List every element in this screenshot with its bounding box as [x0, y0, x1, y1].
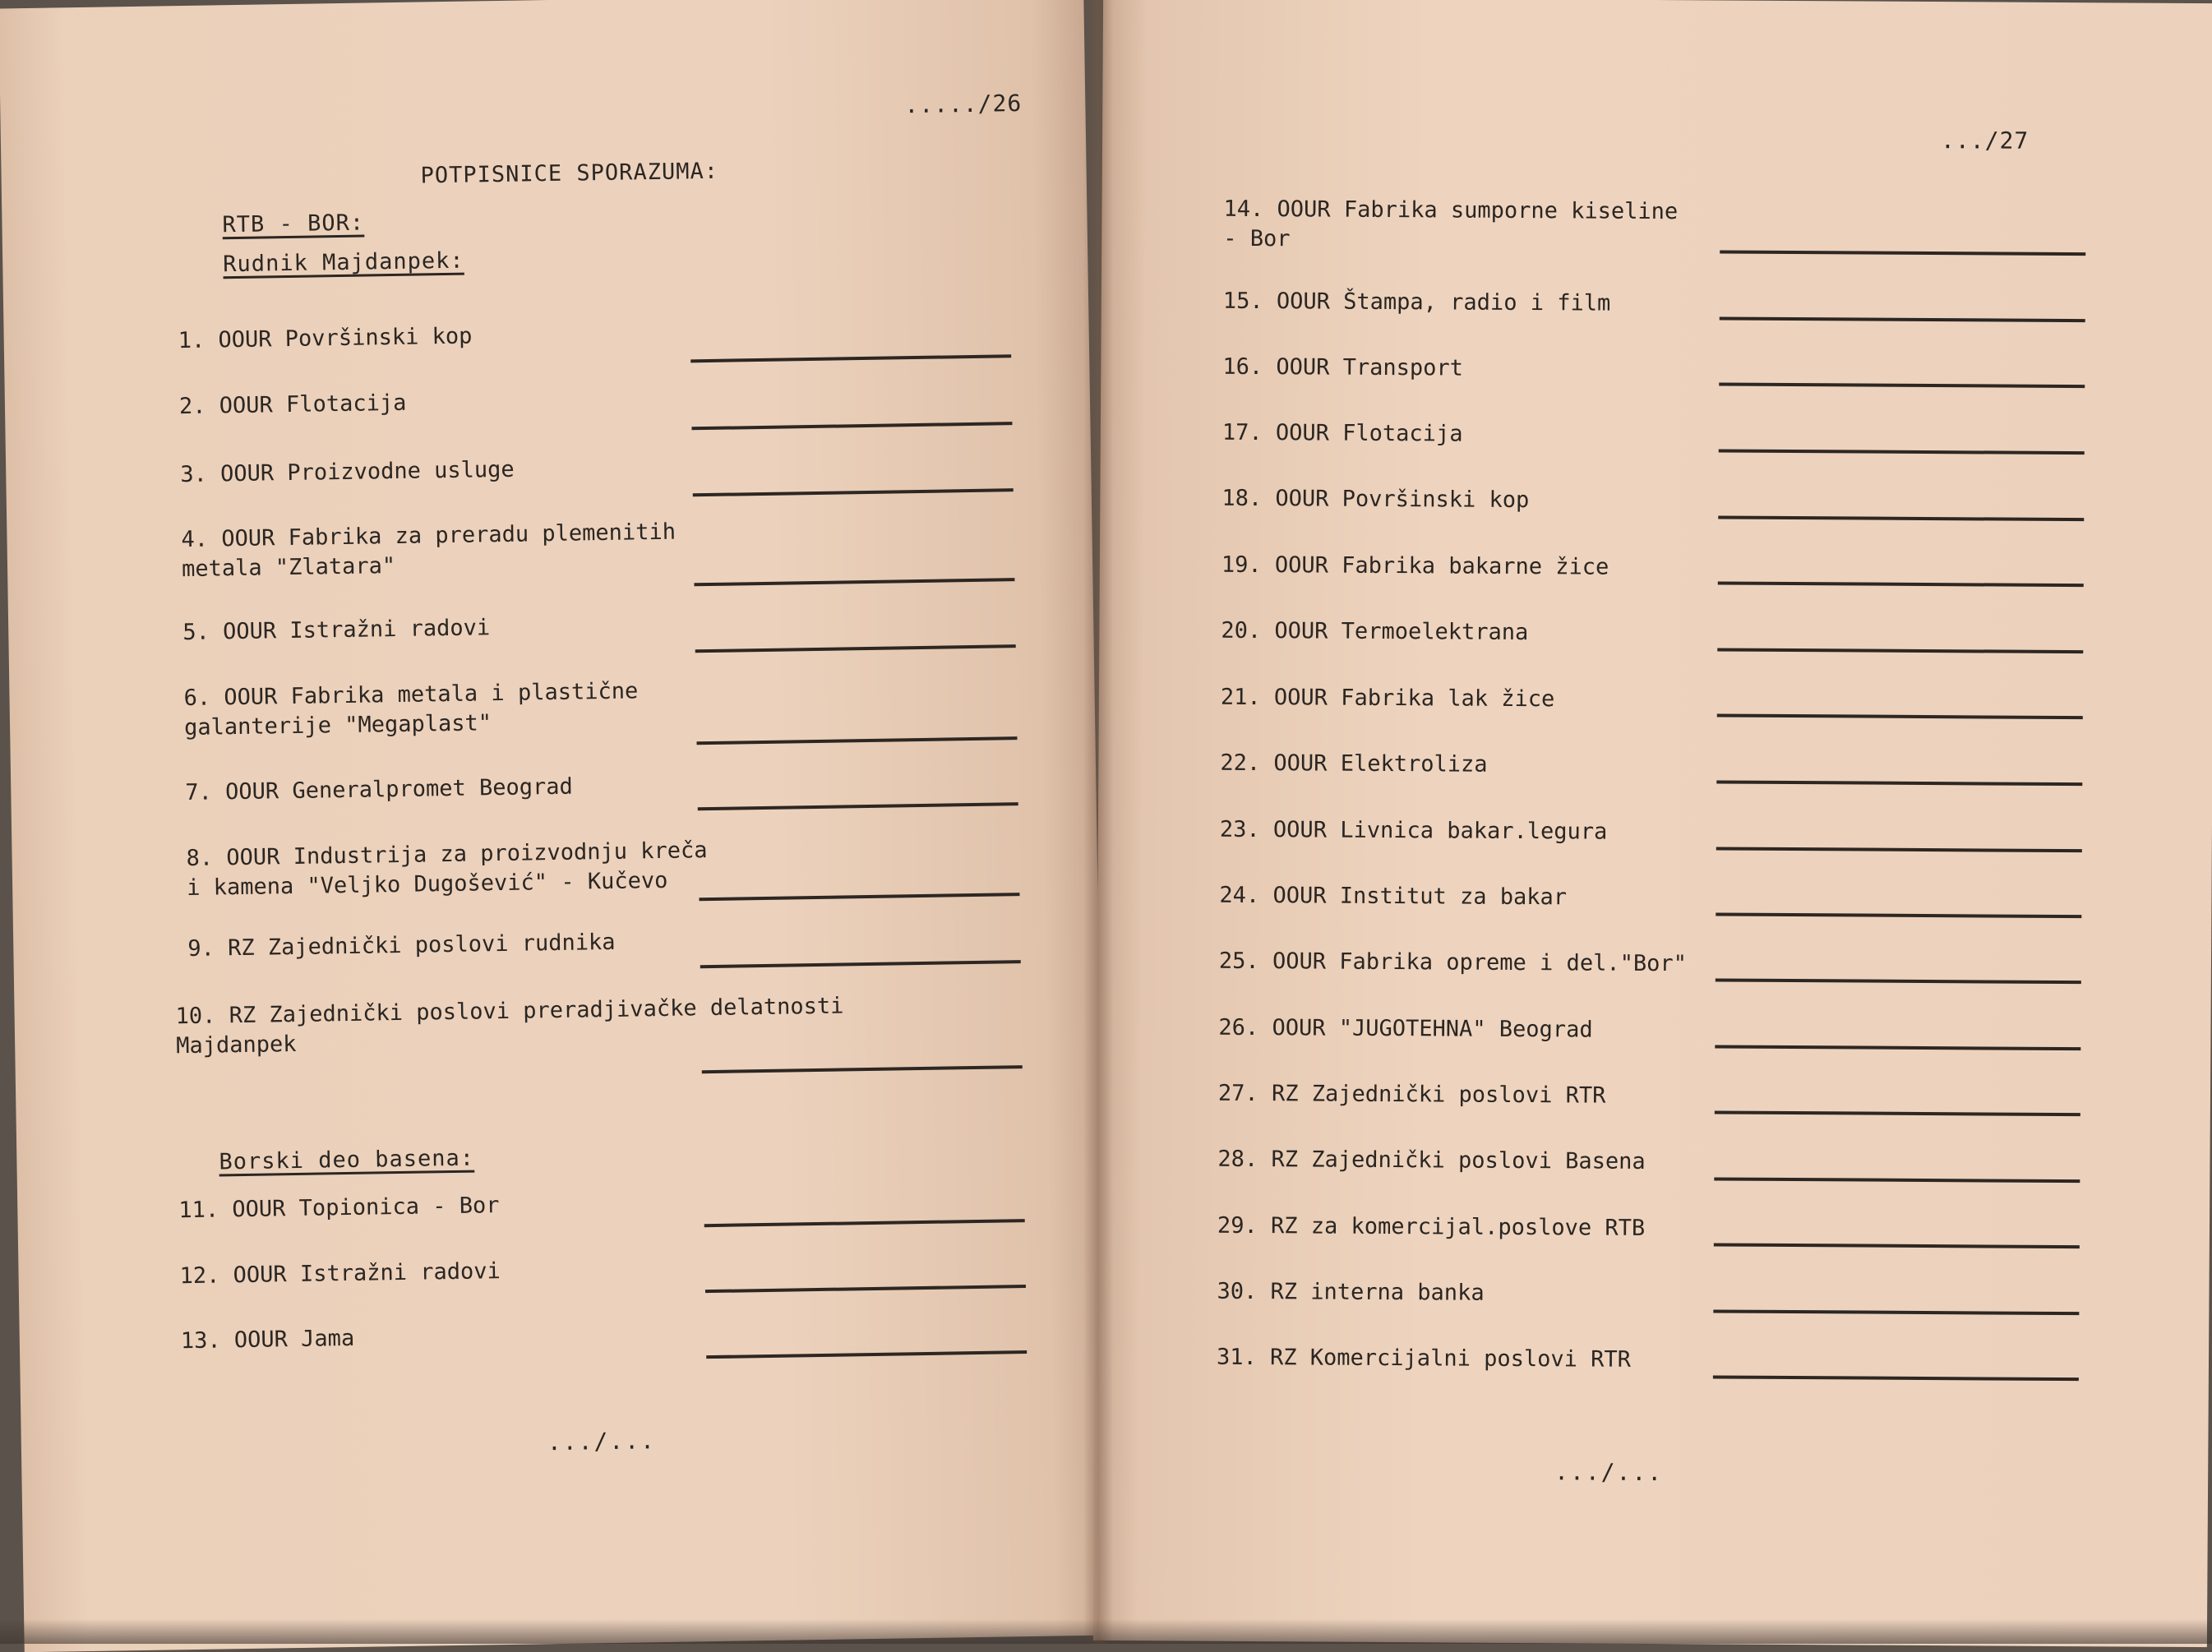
list-item: 24. OOUR Institut za bakar: [1219, 882, 1568, 911]
list-item: 11. OOUR Topionica - Bor: [178, 1193, 500, 1224]
signature-line: [693, 488, 1014, 496]
list-item: 15. OOUR Štampa, radio i film: [1222, 288, 1611, 316]
signature-line: [1719, 382, 2085, 388]
signature-line: [705, 1285, 1026, 1293]
signature-line: [1716, 978, 2081, 984]
book-gutter: [1083, 0, 1113, 1644]
list-item: 17. OOUR Flotacija: [1221, 419, 1463, 447]
signature-line: [699, 893, 1019, 901]
page-title: POTPISNICE SPORAZUMA:: [420, 158, 719, 189]
list-item: 5. OOUR Istražni radovi: [182, 615, 491, 646]
page-number: ...../26: [904, 89, 1023, 119]
list-item: 4. OOUR Fabrika za preradu plemenitih metala "Zlatara": [181, 519, 677, 583]
list-item: 22. OOUR Elektroliza: [1220, 750, 1488, 778]
list-item: 29. RZ za komercijal.poslove RTB: [1217, 1212, 1646, 1241]
signature-line: [1713, 1375, 2079, 1381]
signature-line: [1715, 1110, 2080, 1116]
right-page: [1093, 0, 2212, 1647]
signature-line: [1720, 250, 2085, 256]
list-item: 31. RZ Komercijalni poslovi RTR: [1216, 1344, 1632, 1373]
signature-line: [694, 578, 1014, 586]
organization-heading: RTB - BOR:: [222, 210, 365, 238]
page-number: .../27: [1940, 127, 2030, 155]
signature-line: [698, 802, 1018, 810]
list-item: 25. OOUR Fabrika opreme i del."Bor": [1218, 948, 1688, 977]
signature-line: [702, 1065, 1023, 1073]
signature-line: [1717, 713, 2083, 719]
list-item: 26. OOUR "JUGOTEHNA" Beograd: [1218, 1014, 1593, 1043]
signature-line: [695, 644, 1016, 653]
list-item: 6. OOUR Fabrika metala i plastične galanterije "Megaplast": [183, 678, 639, 741]
list-item: 23. OOUR Livnica bakar.legura: [1219, 816, 1608, 845]
list-item: 7. OOUR Generalpromet Beograd: [185, 773, 573, 806]
book-edge-shadow: [0, 1619, 2212, 1644]
list-item: 2. OOUR Flotacija: [178, 390, 407, 420]
signature-line: [1715, 1045, 2080, 1050]
signature-line: [704, 1219, 1025, 1227]
signature-line: [1718, 515, 2084, 521]
list-item: 19. OOUR Fabrika bakarne žice: [1221, 551, 1609, 580]
list-item: 28. RZ Zajednički poslovi Basena: [1217, 1146, 1646, 1174]
signature-line: [690, 354, 1011, 362]
list-item: 18. OOUR Površinski kop: [1221, 485, 1530, 514]
signature-line: [1714, 1243, 2080, 1248]
list-item: 27. RZ Zajednički poslovi RTR: [1217, 1080, 1606, 1109]
page-footer: .../...: [547, 1427, 657, 1456]
signature-line: [1716, 847, 2082, 852]
signature-line: [706, 1350, 1027, 1359]
signature-line: [1714, 1177, 2080, 1183]
signature-line: [1716, 912, 2081, 918]
list-item: 20. OOUR Termoelektrana: [1221, 617, 1529, 646]
list-item: 14. OOUR Fabrika sumporne kiseline - Bor: [1223, 196, 1679, 252]
list-item: 10. RZ Zajednički poslovi preradjivačke delatnosti Majdanpek: [175, 993, 844, 1059]
signature-line: [1719, 449, 2085, 455]
list-item: 1. OOUR Površinski kop: [178, 323, 473, 354]
signature-line: [700, 960, 1021, 968]
list-item: 9. RZ Zajednički poslovi rudnika: [187, 929, 616, 962]
list-item: 21. OOUR Fabrika lak žice: [1220, 684, 1555, 713]
section-heading-bor: Borski deo basena:: [219, 1145, 475, 1175]
list-item: 30. RZ interna banka: [1217, 1278, 1485, 1306]
list-item: 13. OOUR Jama: [180, 1325, 355, 1354]
list-item: 12. OOUR Istražni radovi: [179, 1258, 501, 1290]
list-item: 3. OOUR Proizvodne usluge: [180, 456, 515, 488]
signature-line: [1717, 648, 2083, 653]
list-item: 8. OOUR Industrija za proizvodnju kreča i kamena "Veljko Dugošević" - Kučevo: [186, 838, 708, 902]
page-footer: .../...: [1554, 1458, 1664, 1487]
signature-line: [1716, 780, 2082, 786]
signature-line: [1713, 1309, 2079, 1315]
list-item: 16. OOUR Transport: [1222, 353, 1464, 381]
section-heading-majdanpek: Rudnik Majdanpek:: [223, 247, 464, 278]
signature-line: [1718, 581, 2084, 587]
signature-line: [696, 736, 1017, 745]
signature-line: [691, 422, 1012, 430]
signature-line: [1720, 316, 2085, 322]
